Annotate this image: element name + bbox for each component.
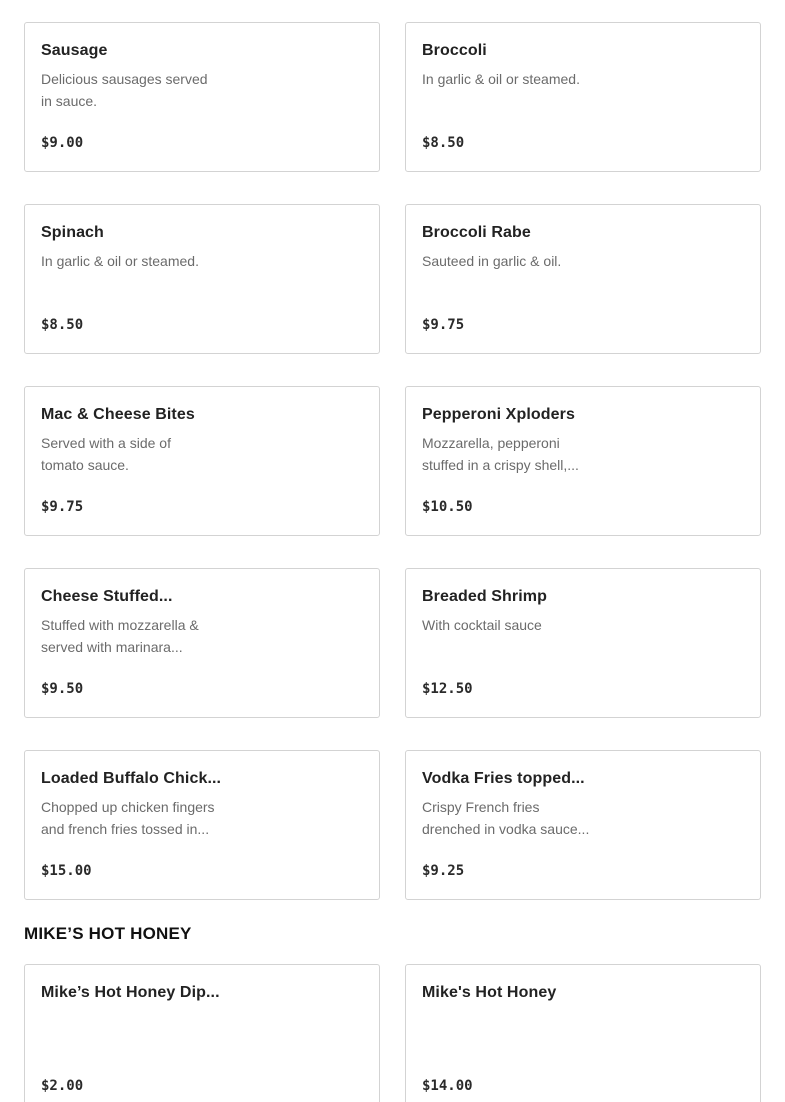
menu-item-card[interactable] bbox=[405, 22, 761, 172]
item-price: $9.75 bbox=[422, 317, 465, 333]
item-name: Loaded Buffalo Chick... bbox=[41, 770, 222, 787]
item-price: $9.25 bbox=[422, 863, 465, 879]
item-description-line: Delicious sausages served bbox=[41, 71, 208, 87]
item-price: $12.50 bbox=[422, 681, 473, 697]
item-description bbox=[41, 432, 226, 476]
item-description bbox=[41, 68, 226, 112]
item-description bbox=[41, 250, 226, 272]
item-description bbox=[422, 614, 607, 636]
item-description-line: drenched in vodka sauce... bbox=[422, 821, 590, 837]
menu-item-card[interactable] bbox=[405, 750, 761, 900]
item-description-line: served with marinara... bbox=[41, 639, 183, 655]
menu-items-grid bbox=[24, 22, 761, 900]
item-price: $8.50 bbox=[422, 135, 465, 151]
item-name: Broccoli bbox=[422, 42, 487, 59]
item-description bbox=[422, 250, 607, 272]
item-name: Mike’s Hot Honey Dip... bbox=[41, 984, 220, 1001]
item-description-line: Chopped up chicken fingers bbox=[41, 799, 215, 815]
item-name: Broccoli Rabe bbox=[422, 224, 531, 241]
item-price: $10.50 bbox=[422, 499, 473, 515]
menu-item-card[interactable] bbox=[24, 750, 380, 900]
item-description bbox=[422, 796, 607, 840]
menu-item-card[interactable] bbox=[24, 964, 380, 1102]
item-description-line: In garlic & oil or steamed. bbox=[422, 71, 580, 87]
item-description bbox=[422, 68, 607, 90]
item-price: $9.75 bbox=[41, 499, 84, 515]
item-price: $15.00 bbox=[41, 863, 92, 879]
item-description-line: in sauce. bbox=[41, 93, 98, 109]
menu-item-card[interactable] bbox=[24, 204, 380, 354]
item-description-line: stuffed in a crispy shell,... bbox=[422, 457, 579, 473]
item-name: Spinach bbox=[41, 224, 104, 241]
section-items-grid bbox=[24, 964, 761, 1102]
item-name: Mac & Cheese Bites bbox=[41, 406, 195, 423]
item-description bbox=[422, 432, 607, 476]
item-description-line: tomato sauce. bbox=[41, 457, 129, 473]
item-price: $9.00 bbox=[41, 135, 84, 151]
item-price: $2.00 bbox=[41, 1078, 84, 1094]
item-name: Pepperoni Xploders bbox=[422, 406, 575, 423]
item-name: Mike's Hot Honey bbox=[422, 984, 557, 1001]
item-description-line: Crispy French fries bbox=[422, 799, 540, 815]
item-price: $14.00 bbox=[422, 1078, 473, 1094]
item-description-line: In garlic & oil or steamed. bbox=[41, 253, 199, 269]
menu-item-card[interactable] bbox=[405, 964, 761, 1102]
item-name: Vodka Fries topped... bbox=[422, 770, 585, 787]
section-heading: MIKE’S HOT HONEY bbox=[24, 924, 192, 943]
item-name: Sausage bbox=[41, 42, 108, 59]
item-price: $8.50 bbox=[41, 317, 84, 333]
menu-item-card[interactable] bbox=[24, 22, 380, 172]
item-name: Breaded Shrimp bbox=[422, 588, 547, 605]
item-description-line: and french fries tossed in... bbox=[41, 821, 210, 837]
item-description-line: Served with a side of bbox=[41, 435, 171, 451]
menu-item-card[interactable] bbox=[24, 568, 380, 718]
item-price: $9.50 bbox=[41, 681, 84, 697]
menu-item-card[interactable] bbox=[405, 204, 761, 354]
menu-item-card[interactable] bbox=[24, 386, 380, 536]
item-name: Cheese Stuffed... bbox=[41, 588, 173, 605]
item-description-line: Mozzarella, pepperoni bbox=[422, 435, 560, 451]
menu-item-card[interactable] bbox=[405, 386, 761, 536]
item-description bbox=[41, 796, 226, 840]
item-description bbox=[41, 614, 226, 658]
menu-item-card[interactable] bbox=[405, 568, 761, 718]
item-description-line: Sauteed in garlic & oil. bbox=[422, 253, 562, 269]
item-description-line: Stuffed with mozzarella & bbox=[41, 617, 199, 633]
item-description-line: With cocktail sauce bbox=[422, 617, 542, 633]
